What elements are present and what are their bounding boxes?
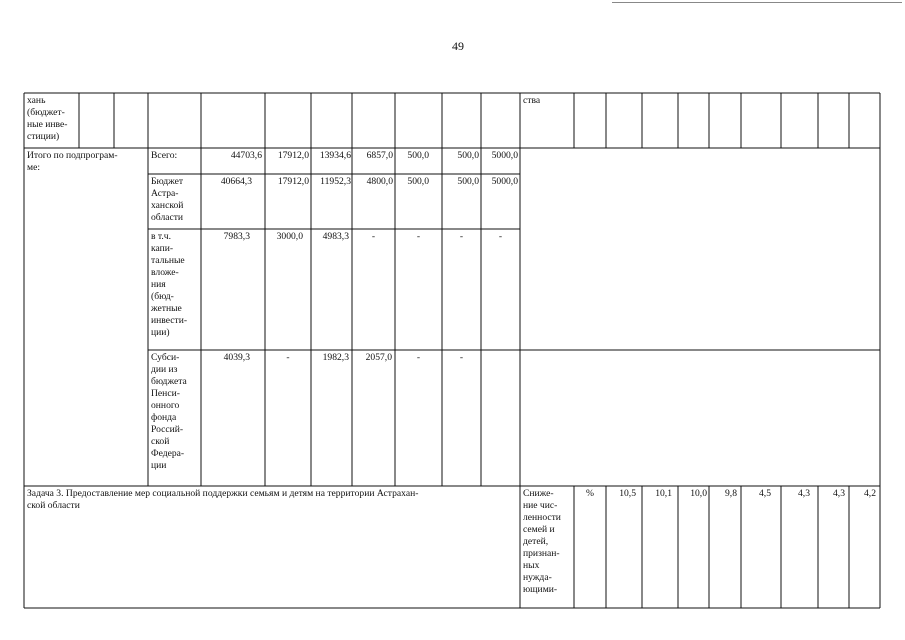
task3-value-6: 4,3 xyxy=(798,488,810,499)
row-capital-v3: 4983,3 xyxy=(322,231,349,242)
row-subsidy-v1: 4039,3 xyxy=(223,352,250,363)
row-vsego-v4: 6857,0 xyxy=(366,150,393,161)
task3-unit: % xyxy=(586,488,594,499)
row-subsidy-v2: - xyxy=(286,352,290,363)
row-vsego-v3: 13934,6 xyxy=(319,150,351,161)
row-capital-v5: - xyxy=(416,231,421,242)
row-budget-v3: 11952,3 xyxy=(320,176,351,187)
row-budget-v1: 40664,3 xyxy=(220,176,252,187)
row-capital-type: в т.ч. капи- тальные вложе- ния (бюд- жетные инвести- ции) xyxy=(151,231,188,338)
row-vsego-v1: 44703,6 xyxy=(230,150,262,161)
task3-value-8: 4,2 xyxy=(864,488,876,499)
continued-row-label: хань (бюджет- ные инве- стиции) xyxy=(27,95,68,142)
row-budget-type: Бюджет Астра- ханской области xyxy=(151,176,184,223)
task3-text: Задача 3. Предоставление мер социальной поддержки семьям и детям на территории Астрахан- ской области xyxy=(27,488,419,511)
row-subsidy-v3: 1982,3 xyxy=(322,352,349,363)
row-subsidy-v5: - xyxy=(416,352,421,363)
row-capital-v2: 3000,0 xyxy=(276,231,303,242)
subprogram-total-label: Итого по подпрограм- ме: xyxy=(27,150,118,173)
row-budget-v6: 500,0 xyxy=(457,176,479,187)
row-budget-v7: 5000,0 xyxy=(491,176,518,187)
row-budget-v2: 17912,0 xyxy=(277,176,309,187)
continued-row-indicator: ства xyxy=(523,95,541,106)
row-vsego-v2: 17912,0 xyxy=(277,150,309,161)
row-capital-v1: 7983,3 xyxy=(223,231,250,242)
row-budget-v5: 500,0 xyxy=(407,176,429,187)
row-vsego-v6: 500,0 xyxy=(457,150,479,161)
page-number: 49 xyxy=(452,39,464,53)
task3-value-7: 4,3 xyxy=(833,488,845,499)
row-capital-v4: - xyxy=(371,231,376,242)
row-capital-v6: - xyxy=(459,231,464,242)
row-vsego-v5: 500,0 xyxy=(407,150,429,161)
row-subsidy-v6: - xyxy=(459,352,464,363)
task3-value-3: 10,0 xyxy=(690,488,707,499)
task3-value-2: 10,1 xyxy=(655,488,672,499)
row-vsego-type: Всего: xyxy=(151,150,178,161)
task3-value-5: 4,5 xyxy=(759,488,771,499)
task3-value-4: 9,8 xyxy=(725,488,737,499)
row-capital-v7: - xyxy=(498,231,503,242)
row-vsego-v7: 5000,0 xyxy=(491,150,518,161)
row-subsidy-type: Субси- дии из бюджета Пенси- онного фонда Россий- ской Федера- ции xyxy=(151,352,187,471)
task3-value-1: 10,5 xyxy=(619,488,636,499)
row-subsidy-v4: 2057,0 xyxy=(365,352,392,363)
row-budget-v4: 4800,0 xyxy=(366,176,393,187)
task3-indicator: Сниже- ние чис- ленности семей и детей, признан- ных нуждa- ющими- xyxy=(523,488,561,595)
